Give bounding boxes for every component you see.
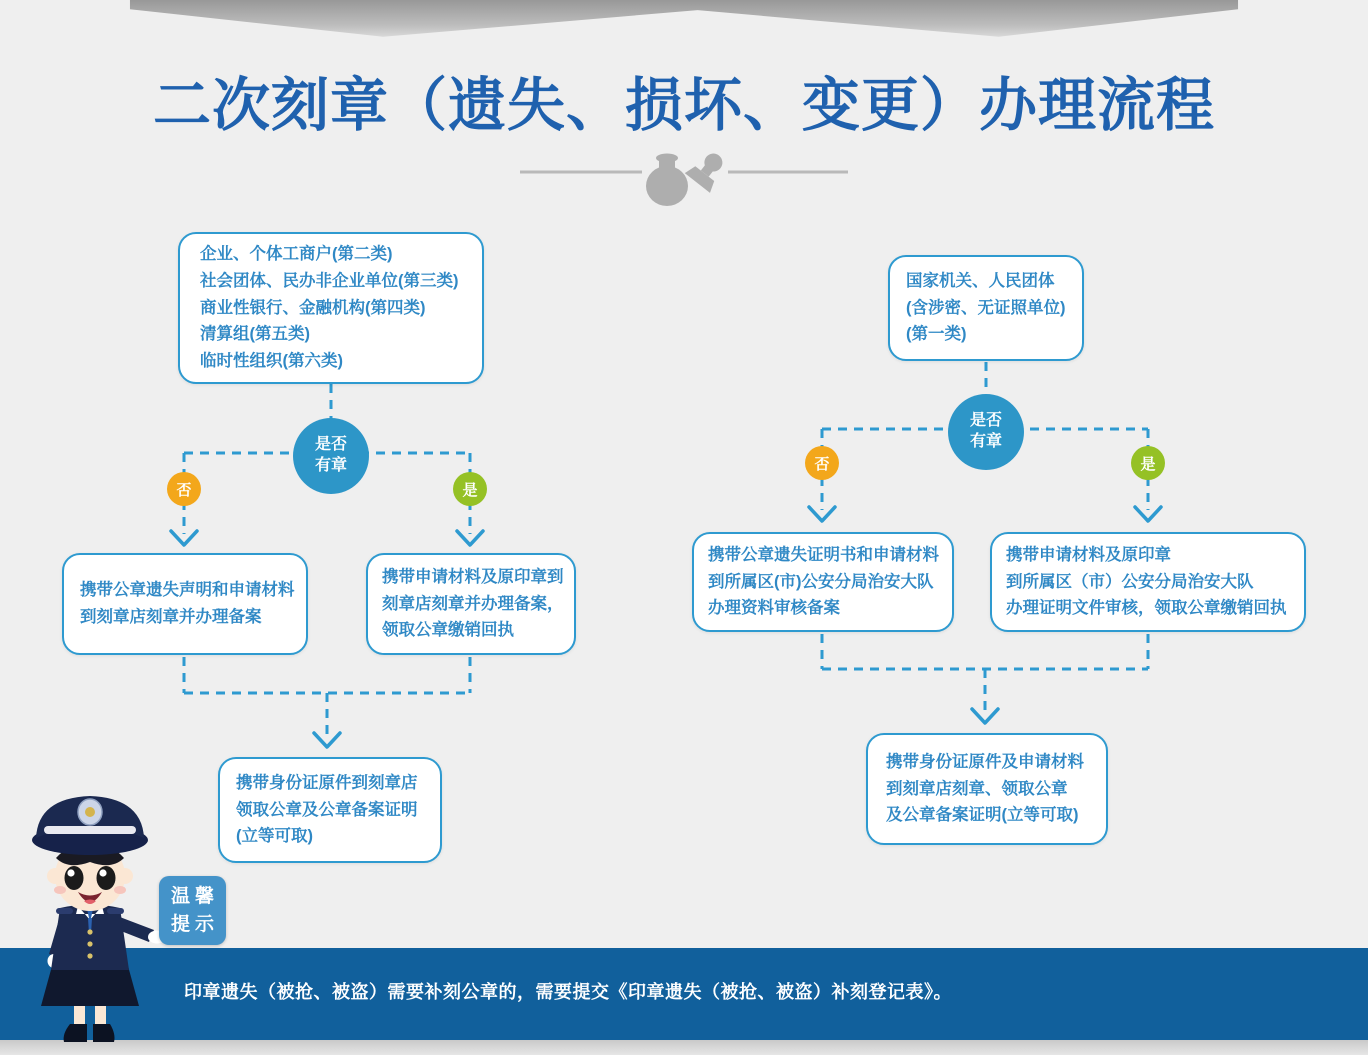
eye-icon xyxy=(65,866,84,890)
title-divider xyxy=(520,146,848,206)
box-line: 临时性组织(第六类) xyxy=(200,352,343,371)
epaulette-icon xyxy=(56,908,73,914)
box-line: 到刻章店刻章、领取公章 xyxy=(886,779,1068,798)
box-line: 商业性银行、金融机构(第四类) xyxy=(200,298,426,317)
box-line: 办理资料审核备案 xyxy=(708,599,840,618)
right-yes-badge: 是 xyxy=(1131,446,1165,480)
left-source-box xyxy=(178,232,484,384)
right-no-badge: 否 xyxy=(805,446,839,480)
box-line: 携带公章遗失声明和申请材料 xyxy=(80,581,295,600)
tip-badge-line: 温馨 xyxy=(170,885,219,907)
right-result-box xyxy=(866,733,1108,845)
box-line: 携带申请材料及原印章到 xyxy=(382,567,564,586)
box-line: 清算组(第五类) xyxy=(200,325,310,344)
decision-text: 是否 xyxy=(314,436,347,454)
decision-text: 是否 xyxy=(969,412,1002,430)
box-line: 到所属区(市)公安分局治安大队 xyxy=(708,572,934,591)
right-no-box xyxy=(692,532,954,632)
bottom-edge-strip xyxy=(0,1040,1368,1055)
right-yes-box xyxy=(990,532,1306,632)
page-title: 二次刻章（遗失、损坏、变更）办理流程 xyxy=(152,73,1215,138)
box-line: 到刻章店刻章并办理备案 xyxy=(80,608,262,626)
police-officer-mascot xyxy=(12,782,168,1046)
decision-text: 有章 xyxy=(314,457,347,474)
box-line: 刻章店刻章并办理备案， xyxy=(382,594,564,613)
box-line: 携带公章遗失证明书和申请材料 xyxy=(708,545,939,564)
box-line: 领取公章及公章备案证明 xyxy=(236,800,418,819)
box-line: 领取公章缴销回执 xyxy=(382,621,514,640)
decision-text: 有章 xyxy=(969,433,1002,450)
eye-icon xyxy=(97,866,116,890)
left-yes-box xyxy=(366,553,576,655)
seal-icon xyxy=(646,154,688,207)
box-line: 携带身份证原件及申请材料 xyxy=(886,752,1084,771)
box-line: (含涉密、无证照单位) xyxy=(906,298,1066,317)
tip-badge-line: 提示 xyxy=(170,913,219,935)
box-line: (立等可取) xyxy=(236,827,313,846)
box-line: 企业、个体工商户(第二类) xyxy=(200,245,393,264)
box-line: 及公章备案证明(立等可取) xyxy=(886,806,1079,825)
right-decision-circle xyxy=(948,394,1024,470)
arrowhead-icon xyxy=(314,733,340,747)
left-decision-circle xyxy=(293,418,369,494)
box-line: 携带申请材料及原印章 xyxy=(1006,545,1171,564)
left-no-badge: 否 xyxy=(167,472,201,506)
box-line: 携带身份证原件到刻章店 xyxy=(236,773,418,792)
left-yes-badge: 是 xyxy=(453,472,487,506)
box-line: (第一类) xyxy=(906,325,967,344)
box-line: 社会团体、民办非企业单位(第三类) xyxy=(200,271,459,290)
box-line: 国家机关、人民团体 xyxy=(906,271,1055,290)
footer-notice-bar xyxy=(0,948,1368,1040)
left-no-box xyxy=(62,553,308,655)
box-line: 到所属区（市）公安分局治安大队 xyxy=(1006,572,1254,591)
warm-tip-badge xyxy=(159,876,226,945)
stamp-icon xyxy=(685,146,732,193)
footer-notice-text: 印章遗失（被抢、被盗）需要补刻公章的，需要提交《印章遗失（被抢、被盗）补刻登记表》。 xyxy=(184,982,952,1002)
epaulette-icon xyxy=(107,908,124,914)
right-source-box xyxy=(888,255,1084,361)
box-line: 办理证明文件审核，领取公章缴销回执 xyxy=(1006,599,1287,618)
left-result-box xyxy=(218,757,442,863)
arrowhead-icon xyxy=(972,709,998,723)
